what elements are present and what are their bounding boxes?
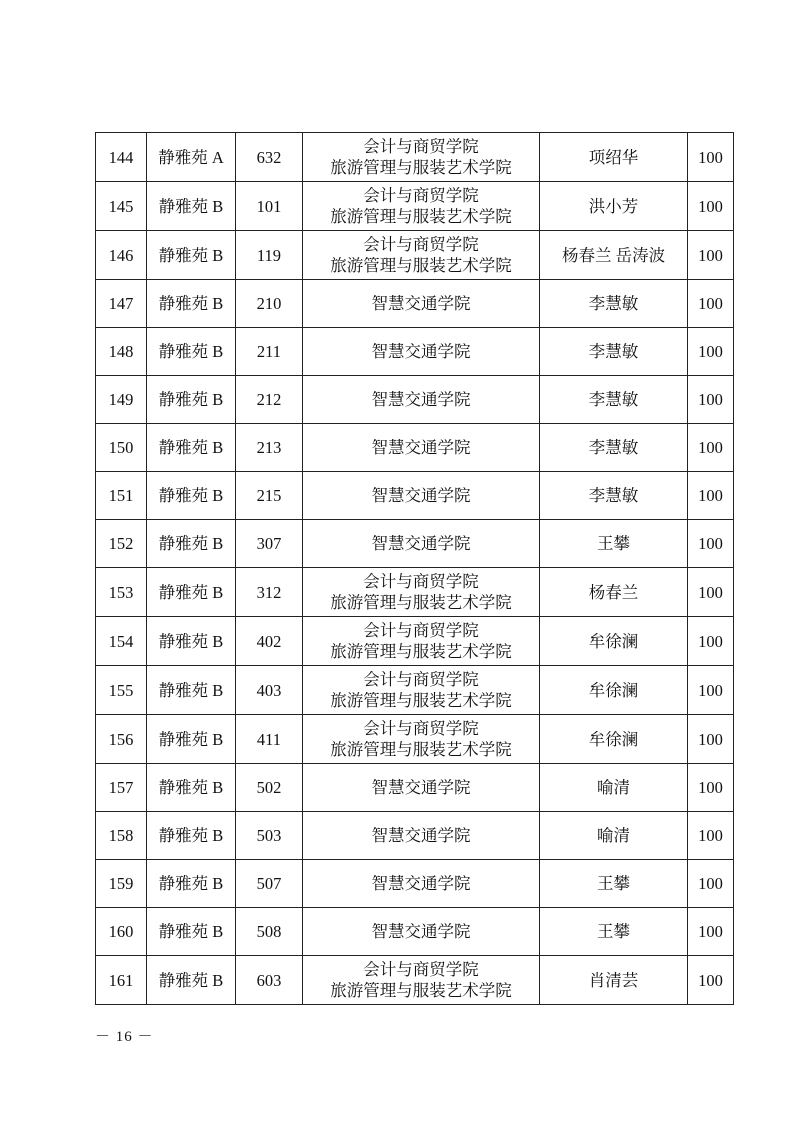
building-cell: 静雅苑 B [147,812,236,860]
building-cell: 静雅苑 B [147,182,236,231]
college-name: 智慧交通学院 [371,390,471,409]
college-cell [303,328,540,376]
building-cell: 静雅苑 B [147,956,236,1005]
building-cell: 静雅苑 B [147,376,236,424]
score-cell: 100 [688,424,734,472]
college-name: 智慧交通学院 [371,486,471,505]
college-name: 智慧交通学院 [371,778,471,797]
score-cell: 100 [688,812,734,860]
building-cell: 静雅苑 B [147,908,236,956]
college-cell [303,424,540,472]
college-name: 旅游管理与服装艺术学院 [330,740,512,759]
person-cell: 李慧敏 [540,328,688,376]
table-row [96,715,734,764]
row-number-cell: 159 [96,860,147,908]
table-row [96,666,734,715]
row-number-cell: 157 [96,764,147,812]
table-row [96,424,734,472]
room-cell: 603 [236,956,303,1005]
row-number-cell: 148 [96,328,147,376]
row-number-cell: 149 [96,376,147,424]
row-number-cell: 161 [96,956,147,1005]
table-row [96,908,734,956]
college-cell [303,472,540,520]
building-cell: 静雅苑 B [147,764,236,812]
person-cell: 王攀 [540,860,688,908]
score-cell: 100 [688,328,734,376]
table-row [96,520,734,568]
person-cell: 喻清 [540,764,688,812]
row-number-cell: 146 [96,231,147,280]
person-cell: 李慧敏 [540,376,688,424]
score-cell: 100 [688,908,734,956]
college-name: 旅游管理与服装艺术学院 [330,981,512,1000]
row-number-cell: 154 [96,617,147,666]
person-cell: 喻清 [540,812,688,860]
room-cell: 210 [236,280,303,328]
table-row [96,617,734,666]
building-cell: 静雅苑 B [147,520,236,568]
college-cell [303,280,540,328]
room-cell: 507 [236,860,303,908]
college-name: 会计与商贸学院 [363,960,479,979]
row-number-cell: 156 [96,715,147,764]
college-name: 智慧交通学院 [371,826,471,845]
college-name: 旅游管理与服装艺术学院 [330,642,512,661]
college-name: 会计与商贸学院 [363,572,479,591]
row-number-cell: 153 [96,568,147,617]
person-cell: 李慧敏 [540,280,688,328]
college-cell [303,956,540,1005]
college-cell [303,764,540,812]
college-cell [303,715,540,764]
college-cell [303,908,540,956]
score-cell: 100 [688,182,734,231]
person-cell: 杨春兰 [540,568,688,617]
college-name: 智慧交通学院 [371,874,471,893]
room-cell: 119 [236,231,303,280]
college-name: 会计与商贸学院 [363,719,479,738]
score-cell: 100 [688,231,734,280]
table-body [96,133,734,1005]
row-number-cell: 155 [96,666,147,715]
person-cell: 李慧敏 [540,424,688,472]
person-cell: 王攀 [540,908,688,956]
college-name: 旅游管理与服装艺术学院 [330,158,512,177]
person-cell: 洪小芳 [540,182,688,231]
room-cell: 212 [236,376,303,424]
score-cell: 100 [688,715,734,764]
table-row [96,328,734,376]
person-cell: 杨春兰 岳涛波 [540,231,688,280]
room-cell: 411 [236,715,303,764]
row-number-cell: 144 [96,133,147,182]
score-cell: 100 [688,860,734,908]
row-number-cell: 160 [96,908,147,956]
college-name: 旅游管理与服装艺术学院 [330,691,512,710]
college-name: 会计与商贸学院 [363,670,479,689]
college-name: 会计与商贸学院 [363,137,479,156]
college-cell [303,520,540,568]
score-cell: 100 [688,956,734,1005]
table-row [96,764,734,812]
room-cell: 312 [236,568,303,617]
row-number-cell: 150 [96,424,147,472]
table-row [96,231,734,280]
table-row [96,860,734,908]
person-cell: 牟徐澜 [540,666,688,715]
room-cell: 508 [236,908,303,956]
college-name: 会计与商贸学院 [363,186,479,205]
building-cell: 静雅苑 B [147,424,236,472]
table-row [96,956,734,1005]
building-cell: 静雅苑 B [147,666,236,715]
building-cell: 静雅苑 A [147,133,236,182]
college-cell [303,860,540,908]
score-cell: 100 [688,568,734,617]
college-cell [303,231,540,280]
building-cell: 静雅苑 B [147,617,236,666]
building-cell: 静雅苑 B [147,568,236,617]
college-name: 智慧交通学院 [371,438,471,457]
college-cell [303,666,540,715]
college-name: 智慧交通学院 [371,922,471,941]
room-cell: 101 [236,182,303,231]
table-row [96,568,734,617]
college-name: 智慧交通学院 [371,534,471,553]
college-name: 旅游管理与服装艺术学院 [330,593,512,612]
row-number-cell: 145 [96,182,147,231]
score-cell: 100 [688,133,734,182]
building-cell: 静雅苑 B [147,231,236,280]
room-cell: 213 [236,424,303,472]
room-cell: 403 [236,666,303,715]
row-number-cell: 147 [96,280,147,328]
college-cell [303,133,540,182]
table-row [96,812,734,860]
building-cell: 静雅苑 B [147,280,236,328]
row-number-cell: 151 [96,472,147,520]
person-cell: 牟徐澜 [540,715,688,764]
person-cell: 项绍华 [540,133,688,182]
room-cell: 502 [236,764,303,812]
page-number: － 16 － [95,1029,154,1045]
person-cell: 王攀 [540,520,688,568]
college-cell [303,568,540,617]
building-cell: 静雅苑 B [147,328,236,376]
person-cell: 牟徐澜 [540,617,688,666]
college-cell [303,617,540,666]
room-cell: 215 [236,472,303,520]
building-cell: 静雅苑 B [147,715,236,764]
row-number-cell: 152 [96,520,147,568]
college-name: 智慧交通学院 [371,294,471,313]
person-cell: 肖清芸 [540,956,688,1005]
room-cell: 402 [236,617,303,666]
college-cell [303,812,540,860]
table-row [96,376,734,424]
score-cell: 100 [688,280,734,328]
college-name: 旅游管理与服装艺术学院 [330,256,512,275]
dormitory-score-table [95,132,734,1005]
score-cell: 100 [688,376,734,424]
score-cell: 100 [688,617,734,666]
room-cell: 632 [236,133,303,182]
score-cell: 100 [688,666,734,715]
college-name: 智慧交通学院 [371,342,471,361]
college-cell [303,182,540,231]
room-cell: 503 [236,812,303,860]
college-name: 会计与商贸学院 [363,621,479,640]
college-cell [303,376,540,424]
score-cell: 100 [688,520,734,568]
score-cell: 100 [688,472,734,520]
college-name: 旅游管理与服装艺术学院 [330,207,512,226]
score-cell: 100 [688,764,734,812]
person-cell: 李慧敏 [540,472,688,520]
building-cell: 静雅苑 B [147,472,236,520]
table-row [96,472,734,520]
table-row [96,133,734,182]
college-name: 会计与商贸学院 [363,235,479,254]
table-row [96,182,734,231]
room-cell: 307 [236,520,303,568]
row-number-cell: 158 [96,812,147,860]
table-row [96,280,734,328]
building-cell: 静雅苑 B [147,860,236,908]
room-cell: 211 [236,328,303,376]
